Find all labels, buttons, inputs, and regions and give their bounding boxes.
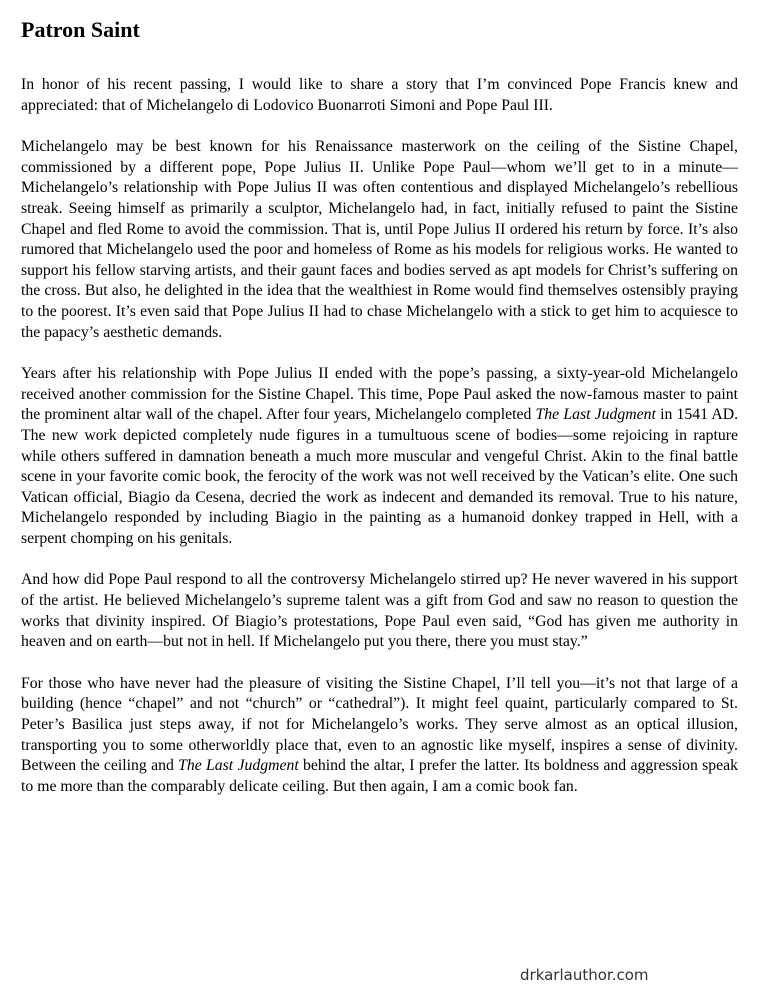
paragraph-visit — [21, 674, 738, 798]
paragraph-last-judgment — [21, 364, 738, 549]
paragraph-text: For those who have never had the pleasure of visiting the Sistine Chapel, I’ll tell you—it’s not that large of a building (hence “chapel” and not “church” or “cathedral”). It might feel quaint, particularly compared to St. Peter’s Basilica just steps away, if not for Michelangelo’s works. They serve almost as an optical illusion, transporting you to some otherworldly place that, even to an agnostic like myself, inspires a sense of divinity. Between the ceiling and — [21, 674, 738, 775]
paragraph-pope-paul: And how did Pope Paul respond to all the controversy Michelangelo stirred up? He never wavered in his support of the artist. He believed Michelangelo’s supreme talent was a gift from God and saw no reason to question the works that divinity inspired. Of Biagio’s protestations, Pope Paul even said, “God has given me authority in heaven and on earth—but not in hell. If Michelangelo put you there, there you must stay.” — [21, 571, 738, 651]
paragraph-julius: Michelangelo may be best known for his Renaissance masterwork on the ceiling of the Sistine Chapel, commissioned by a different pope, Pope Julius II. Unlike Pope Paul—whom we’ll get to in a minute—Michelangelo’s relationship with Pope Julius II was often contentious and displayed Michelangelo’s rebellious streak. Seeing himself as primarily a sculptor, Michelangelo had, in fact, initially refused to paint the Sistine Chapel and fled Rome to avoid the commission. That is, until Pope Julius II ordered his return by force. It’s also rumored that Michelangelo used the poor and homeless of Rome as his models for religious works. He wanted to support his fellow starving artists, and their gaunt faces and bodies served as apt models for Christ’s suffering on the cross. But also, he delighted in the idea that the wealthiest in Rome would find themselves ostensibly praying to the poorest. It’s even said that Pope Julius II had to chase Michelangelo with a stick to get him to acquiesce to the papacy’s aesthetic demands. — [21, 138, 738, 341]
paragraph-text: Years after his relationship with Pope Julius II ended with the pope’s passing, a sixty-year-old Michelangelo received another commission for the Sistine Chapel. This time, Pope Paul asked the now-famous master to paint the prominent altar wall of the chapel. After four years, Michelangelo completed — [21, 365, 738, 424]
paragraph-text: in 1541 AD. The new work depicted completely nude figures in a tumultuous scene of bodies—some rejoicing in rapture while others suffered in damnation beneath a much more muscular and vengeful Christ. Akin to the final battle scene in your favorite comic book, the ferocity of the work was not well received by the Vatican’s elite. One such Vatican official, Biagio da Cesena, decried the work as indecent and demanded its removal. True to his nature, Michelangelo responded by including Biagio in the painting as a humanoid donkey trapped in Hell, with a serpent chomping on his genitals. — [21, 406, 739, 547]
paragraph-text: behind the altar, I prefer the latter. Its boldness and aggression speak to me more than the comparably delicate ceiling. But then again, I am a comic book fan. — [21, 757, 738, 795]
paragraph-intro: In honor of his recent passing, I would like to share a story that I’m convinced Pope Francis knew and appreciated: that of Michelangelo di Lodovico Buonarroti Simoni and Pope Paul III. — [21, 76, 738, 114]
document-page — [21, 14, 738, 797]
artwork-title: The Last Judgment — [535, 406, 656, 424]
page-title: Patron Saint — [21, 17, 140, 42]
footer-website: drkarlauthor.com — [520, 966, 649, 984]
artwork-title: The Last Judgment — [178, 757, 299, 775]
